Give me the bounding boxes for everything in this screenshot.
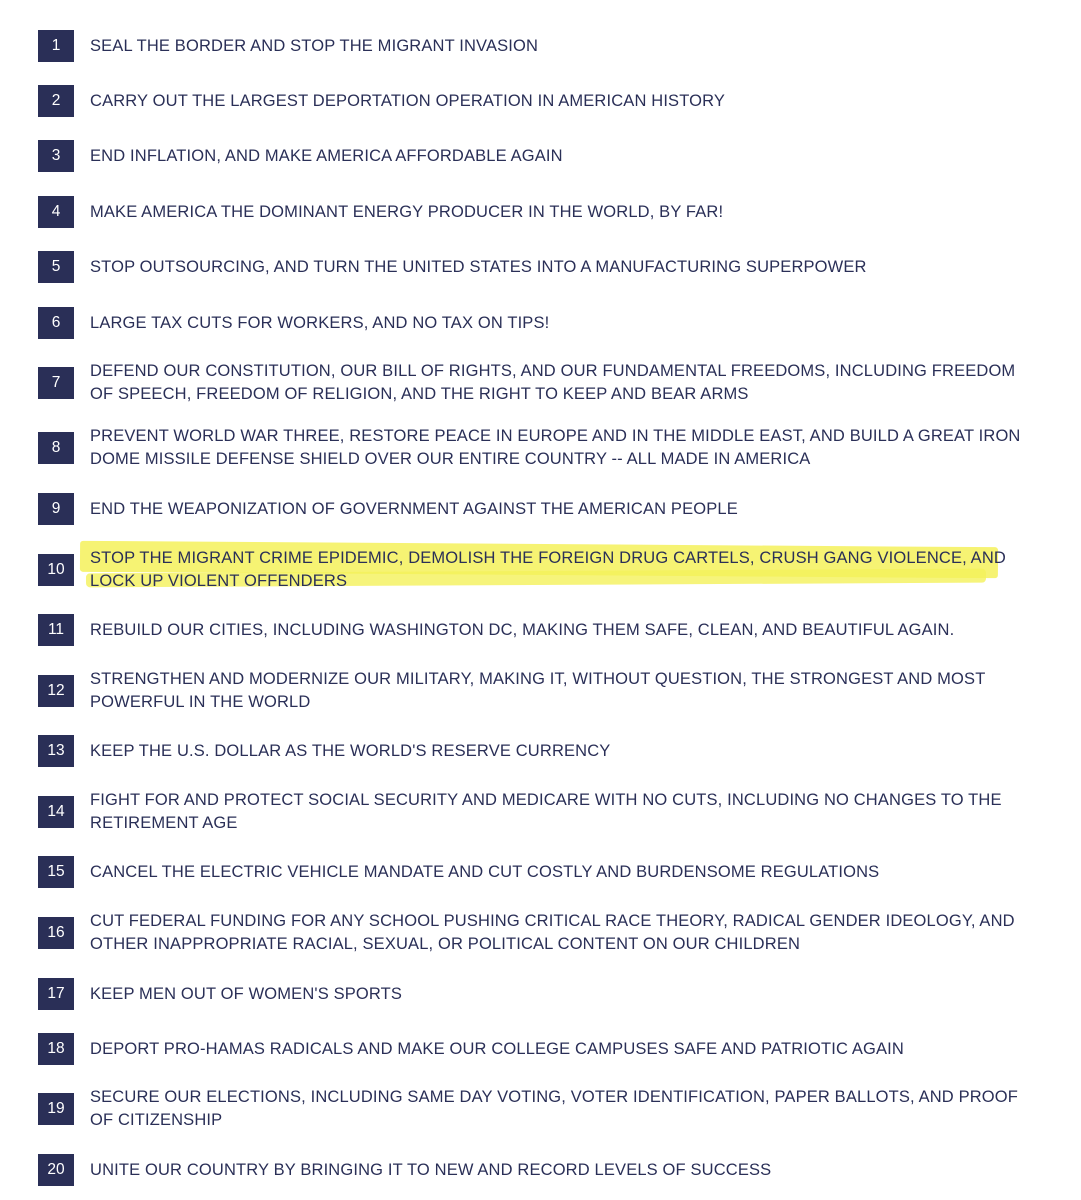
item-text: SECURE OUR ELECTIONS, INCLUDING SAME DAY VOTING, VOTER IDENTIFICATION, PAPER BALLOTS, AND PROOF OF CITIZENSHIP bbox=[90, 1088, 1019, 1129]
item-number-badge: 10 bbox=[38, 554, 74, 586]
item-text: END THE WEAPONIZATION OF GOVERNMENT AGAINST THE AMERICAN PEOPLE bbox=[90, 499, 738, 518]
item-text: STRENGTHEN AND MODERNIZE OUR MILITARY, MAKING IT, WITHOUT QUESTION, THE STRONGEST AND MOST POWERFUL IN THE WORLD bbox=[90, 670, 986, 711]
item-text: END INFLATION, AND MAKE AMERICA AFFORDABLE AGAIN bbox=[90, 146, 563, 165]
item-number-badge: 12 bbox=[38, 675, 74, 707]
item-text: STOP OUTSOURCING, AND TURN THE UNITED STATES INTO A MANUFACTURING SUPERPOWER bbox=[90, 257, 867, 276]
item-text: CANCEL THE ELECTRIC VEHICLE MANDATE AND CUT COSTLY AND BURDENSOME REGULATIONS bbox=[90, 862, 880, 881]
item-number-badge: 13 bbox=[38, 735, 74, 767]
item-text: REBUILD OUR CITIES, INCLUDING WASHINGTON DC, MAKING THEM SAFE, CLEAN, AND BEAUTIFUL AGAIN. bbox=[90, 620, 955, 639]
item-number-badge: 3 bbox=[38, 140, 74, 172]
item-number-badge: 1 bbox=[38, 30, 74, 62]
item-number-badge: 16 bbox=[38, 917, 74, 949]
item-text: KEEP THE U.S. DOLLAR AS THE WORLD'S RESERVE CURRENCY bbox=[90, 741, 611, 760]
item-text: DEPORT PRO-HAMAS RADICALS AND MAKE OUR COLLEGE CAMPUSES SAFE AND PATRIOTIC AGAIN bbox=[90, 1039, 904, 1058]
item-text: SEAL THE BORDER AND STOP THE MIGRANT INVASION bbox=[90, 36, 539, 55]
item-number-badge: 5 bbox=[38, 251, 74, 283]
item-text: FIGHT FOR AND PROTECT SOCIAL SECURITY AND MEDICARE WITH NO CUTS, INCLUDING NO CHANGES TO THE RETIREMENT AGE bbox=[90, 791, 1002, 832]
item-number-badge: 4 bbox=[38, 196, 74, 228]
item-number-badge: 7 bbox=[38, 367, 74, 399]
item-text: MAKE AMERICA THE DOMINANT ENERGY PRODUCER IN THE WORLD, BY FAR! bbox=[90, 202, 724, 221]
item-text: CUT FEDERAL FUNDING FOR ANY SCHOOL PUSHING CRITICAL RACE THEORY, RADICAL GENDER IDEOLOGY, AND OTHER INAPPROPRIATE RACIAL, SEXUAL, OR POLITICAL CONTENT ON OUR CHILDREN bbox=[90, 912, 1015, 953]
item-text: PREVENT WORLD WAR THREE, RESTORE PEACE IN EUROPE AND IN THE MIDDLE EAST, AND BUILD A GREAT IRON DOME MISSILE DEFENSE SHIELD OVER OUR ENTIRE COUNTRY -- ALL MADE IN AMERICA bbox=[90, 427, 1021, 468]
item-number-badge: 14 bbox=[38, 796, 74, 828]
item-number-badge: 9 bbox=[38, 493, 74, 525]
item-number-badge: 18 bbox=[38, 1033, 74, 1065]
item-text: DEFEND OUR CONSTITUTION, OUR BILL OF RIGHTS, AND OUR FUNDAMENTAL FREEDOMS, INCLUDING FREEDOM OF SPEECH, FREEDOM OF RELIGION, AND THE RIGHT TO KEEP AND BEAR ARMS bbox=[90, 362, 1016, 403]
item-text: LARGE TAX CUTS FOR WORKERS, AND NO TAX ON TIPS! bbox=[90, 313, 550, 332]
item-number-badge: 2 bbox=[38, 85, 74, 117]
item-number-badge: 17 bbox=[38, 978, 74, 1010]
item-text: STOP THE MIGRANT CRIME EPIDEMIC, DEMOLISH THE FOREIGN DRUG CARTELS, CRUSH GANG VIOLENCE, AND LOCK UP VIOLENT OFFENDERS bbox=[90, 549, 1006, 590]
item-number-badge: 20 bbox=[38, 1154, 74, 1186]
item-number-badge: 15 bbox=[38, 856, 74, 888]
item-text: KEEP MEN OUT OF WOMEN'S SPORTS bbox=[90, 984, 403, 1003]
item-number-badge: 19 bbox=[38, 1093, 74, 1125]
item-number-badge: 8 bbox=[38, 432, 74, 464]
item-text: CARRY OUT THE LARGEST DEPORTATION OPERATION IN AMERICAN HISTORY bbox=[90, 91, 726, 110]
item-number-badge: 6 bbox=[38, 307, 74, 339]
item-number-badge: 11 bbox=[38, 614, 74, 646]
item-text: UNITE OUR COUNTRY BY BRINGING IT TO NEW AND RECORD LEVELS OF SUCCESS bbox=[90, 1160, 772, 1179]
